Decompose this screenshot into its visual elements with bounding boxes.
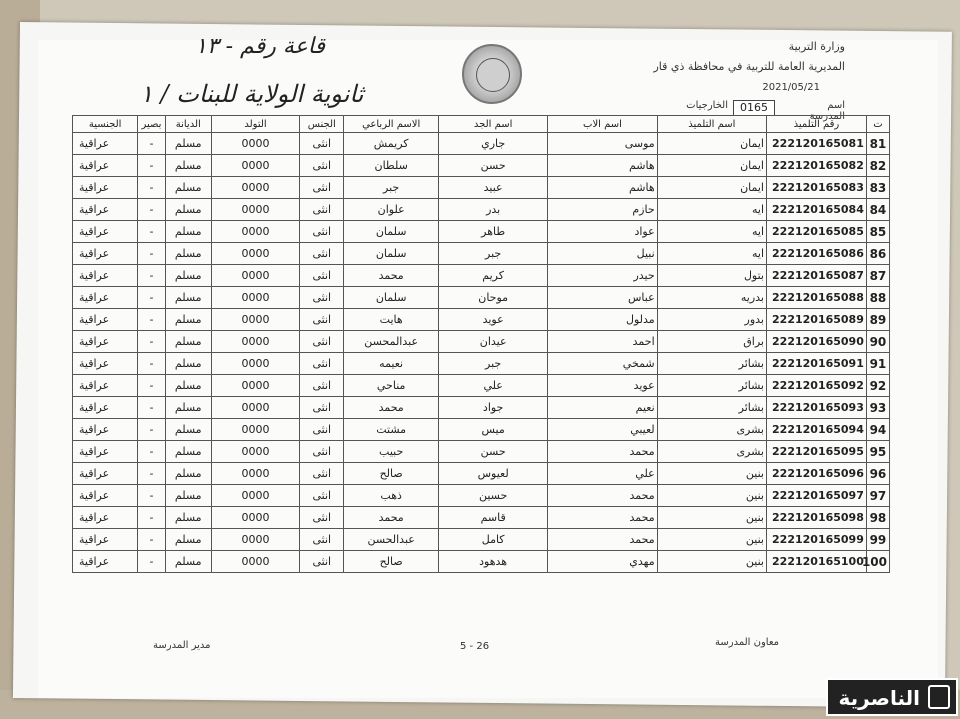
table-cell: مسلم: [165, 507, 211, 529]
table-cell: 0000: [211, 243, 299, 265]
table-cell: 0000: [211, 265, 299, 287]
table-cell: 222120165094: [767, 419, 867, 441]
table-cell: 0000: [211, 309, 299, 331]
table-cell: -: [138, 309, 165, 331]
column-header: بصير: [138, 116, 165, 133]
ministry-title: وزارة التربية: [788, 40, 845, 53]
table-cell: انثى: [300, 133, 344, 155]
table-cell: حسن: [438, 441, 547, 463]
table-cell: مسلم: [165, 529, 211, 551]
table-cell: محمد: [344, 397, 439, 419]
table-cell: عراقية: [73, 419, 138, 441]
table-row: [73, 133, 890, 155]
handwritten-hall-number: قاعة رقم - ١٣: [195, 34, 325, 59]
table-cell: 88: [866, 287, 889, 309]
school-name: الخارجيات: [686, 100, 728, 111]
watermark-logo: [826, 678, 958, 716]
table-cell: براق: [657, 331, 766, 353]
table-cell: -: [138, 133, 165, 155]
table-cell: 0000: [211, 287, 299, 309]
table-cell: عراقية: [73, 287, 138, 309]
table-cell: انثى: [300, 353, 344, 375]
table-cell: حسين: [438, 485, 547, 507]
table-cell: انثى: [300, 485, 344, 507]
table-cell: نعيمه: [344, 353, 439, 375]
table-cell: انثى: [300, 463, 344, 485]
assistant-signature-label: معاون المدرسة: [715, 637, 780, 648]
table-cell: 99: [866, 529, 889, 551]
table-cell: 222120165095: [767, 441, 867, 463]
table-cell: بنين: [657, 551, 766, 573]
table-cell: -: [138, 199, 165, 221]
table-cell: نبيل: [548, 243, 657, 265]
table-cell: -: [138, 441, 165, 463]
column-header: الاسم الرباعي: [344, 116, 439, 133]
table-cell: جبر: [438, 243, 547, 265]
table-cell: مسلم: [165, 133, 211, 155]
table-row: [73, 331, 890, 353]
table-cell: عراقية: [73, 265, 138, 287]
table-cell: نعيم: [548, 397, 657, 419]
table-cell: عويد: [438, 309, 547, 331]
table-cell: 222120165093: [767, 397, 867, 419]
table-cell: بنين: [657, 485, 766, 507]
table-cell: مسلم: [165, 419, 211, 441]
table-cell: علي: [438, 375, 547, 397]
table-cell: 222120165099: [767, 529, 867, 551]
table-cell: بنين: [657, 463, 766, 485]
table-cell: مسلم: [165, 375, 211, 397]
table-cell: ايه: [657, 199, 766, 221]
table-cell: مسلم: [165, 309, 211, 331]
table-cell: 98: [866, 507, 889, 529]
table-cell: ايه: [657, 221, 766, 243]
table-cell: ايمان: [657, 155, 766, 177]
table-cell: محمد: [344, 265, 439, 287]
column-header: التولد: [211, 116, 299, 133]
table-cell: 0000: [211, 419, 299, 441]
table-cell: علي: [548, 463, 657, 485]
table-cell: سلطان: [344, 155, 439, 177]
table-cell: 92: [866, 375, 889, 397]
table-cell: 95: [866, 441, 889, 463]
table-cell: جاري: [438, 133, 547, 155]
table-cell: مسلم: [165, 177, 211, 199]
column-header: ت: [866, 116, 889, 133]
table-cell: عراقية: [73, 463, 138, 485]
table-cell: جواد: [438, 397, 547, 419]
table-row: [73, 551, 890, 573]
table-cell: عراقية: [73, 133, 138, 155]
table-cell: -: [138, 463, 165, 485]
table-cell: عبيد: [438, 177, 547, 199]
table-cell: -: [138, 419, 165, 441]
table-cell: انثى: [300, 397, 344, 419]
page-number: 5 - 26: [460, 641, 490, 652]
table-cell: 81: [866, 133, 889, 155]
table-cell: انثى: [300, 177, 344, 199]
table-cell: بدريه: [657, 287, 766, 309]
table-cell: 93: [866, 397, 889, 419]
table-cell: محمد: [344, 507, 439, 529]
school-code-box: 0165: [733, 100, 775, 116]
table-cell: ايمان: [657, 133, 766, 155]
table-cell: 0000: [211, 177, 299, 199]
table-cell: سلمان: [344, 287, 439, 309]
table-cell: هدهود: [438, 551, 547, 573]
table-row: [73, 375, 890, 397]
table-cell: عراقية: [73, 551, 138, 573]
table-row: [73, 287, 890, 309]
table-cell: حبيب: [344, 441, 439, 463]
table-cell: انثى: [300, 221, 344, 243]
table-cell: هاشم: [548, 155, 657, 177]
table-cell: -: [138, 375, 165, 397]
column-header: اسم التلميذ: [657, 116, 766, 133]
table-cell: 222120165089: [767, 309, 867, 331]
table-row: [73, 529, 890, 551]
table-cell: 222120165092: [767, 375, 867, 397]
table-cell: -: [138, 221, 165, 243]
directorate-title: المديرية العامة للتربية في محافظة ذي قار: [653, 60, 845, 73]
table-cell: -: [138, 485, 165, 507]
table-cell: 84: [866, 199, 889, 221]
table-cell: 0000: [211, 133, 299, 155]
table-cell: 0000: [211, 375, 299, 397]
table-cell: مهدي: [548, 551, 657, 573]
logo-mark-icon: [928, 685, 950, 709]
table-cell: جبر: [438, 353, 547, 375]
table-cell: 94: [866, 419, 889, 441]
table-cell: مسلم: [165, 221, 211, 243]
table-cell: احمد: [548, 331, 657, 353]
table-row: [73, 397, 890, 419]
table-cell: مسلم: [165, 485, 211, 507]
table-cell: طاهر: [438, 221, 547, 243]
table-cell: -: [138, 507, 165, 529]
table-cell: -: [138, 397, 165, 419]
table-cell: 0000: [211, 155, 299, 177]
table-cell: 222120165100: [767, 551, 867, 573]
table-cell: بنين: [657, 507, 766, 529]
table-cell: 0000: [211, 353, 299, 375]
table-cell: عراقية: [73, 331, 138, 353]
table-cell: مشتت: [344, 419, 439, 441]
table-cell: كريمش: [344, 133, 439, 155]
table-cell: -: [138, 177, 165, 199]
table-cell: 89: [866, 309, 889, 331]
table-cell: محمد: [548, 485, 657, 507]
table-cell: محمد: [548, 441, 657, 463]
table-cell: 87: [866, 265, 889, 287]
table-cell: عبدالحسن: [344, 529, 439, 551]
table-cell: 0000: [211, 441, 299, 463]
table-cell: حازم: [548, 199, 657, 221]
table-cell: 222120165087: [767, 265, 867, 287]
table-cell: انثى: [300, 287, 344, 309]
table-cell: عراقية: [73, 529, 138, 551]
table-row: [73, 221, 890, 243]
table-row: [73, 419, 890, 441]
watermark-text: الناصرية: [838, 686, 920, 710]
table-cell: كريم: [438, 265, 547, 287]
table-cell: 222120165097: [767, 485, 867, 507]
table-cell: عراقية: [73, 485, 138, 507]
table-cell: مسلم: [165, 463, 211, 485]
table-cell: 222120165084: [767, 199, 867, 221]
table-cell: -: [138, 265, 165, 287]
table-cell: 100: [866, 551, 889, 573]
ministry-seal-icon: [462, 44, 522, 104]
table-cell: محمد: [548, 529, 657, 551]
table-cell: علوان: [344, 199, 439, 221]
table-cell: مسلم: [165, 155, 211, 177]
table-cell: -: [138, 529, 165, 551]
table-cell: 222120165091: [767, 353, 867, 375]
table-cell: عويد: [548, 375, 657, 397]
table-cell: انثى: [300, 331, 344, 353]
table-cell: انثى: [300, 551, 344, 573]
table-cell: صالح: [344, 551, 439, 573]
table-cell: 222120165085: [767, 221, 867, 243]
table-cell: 83: [866, 177, 889, 199]
table-cell: هاشم: [548, 177, 657, 199]
table-cell: انثى: [300, 507, 344, 529]
table-cell: مسلم: [165, 551, 211, 573]
table-row: [73, 309, 890, 331]
table-cell: 0000: [211, 485, 299, 507]
table-cell: -: [138, 353, 165, 375]
table-cell: عباس: [548, 287, 657, 309]
table-cell: 0000: [211, 529, 299, 551]
table-cell: ميس: [438, 419, 547, 441]
table-cell: عراقية: [73, 397, 138, 419]
table-cell: -: [138, 551, 165, 573]
table-cell: انثى: [300, 419, 344, 441]
students-table: [72, 115, 890, 573]
table-cell: 85: [866, 221, 889, 243]
table-cell: انثى: [300, 529, 344, 551]
table-cell: مسلم: [165, 287, 211, 309]
table-cell: 222120165088: [767, 287, 867, 309]
table-cell: هايت: [344, 309, 439, 331]
table-row: [73, 155, 890, 177]
table-row: [73, 243, 890, 265]
table-cell: 0000: [211, 199, 299, 221]
table-cell: لعيوس: [438, 463, 547, 485]
table-cell: 0000: [211, 331, 299, 353]
table-row: [73, 463, 890, 485]
table-cell: 222120165098: [767, 507, 867, 529]
table-row: [73, 177, 890, 199]
table-cell: -: [138, 243, 165, 265]
table-cell: عراقية: [73, 441, 138, 463]
table-cell: 0000: [211, 221, 299, 243]
table-cell: 82: [866, 155, 889, 177]
table-cell: مناحي: [344, 375, 439, 397]
column-header: الديانة: [165, 116, 211, 133]
document-date: 2021/05/21: [762, 82, 820, 93]
table-cell: انثى: [300, 375, 344, 397]
table-cell: انثى: [300, 199, 344, 221]
table-cell: مسلم: [165, 243, 211, 265]
table-cell: عراقية: [73, 177, 138, 199]
table-cell: 222120165090: [767, 331, 867, 353]
table-cell: 222120165083: [767, 177, 867, 199]
table-cell: بنين: [657, 529, 766, 551]
table-cell: بشرى: [657, 441, 766, 463]
table-cell: لعيبي: [548, 419, 657, 441]
table-cell: محمد: [548, 507, 657, 529]
column-header: اسم الجد: [438, 116, 547, 133]
table-cell: 0000: [211, 397, 299, 419]
table-cell: سلمان: [344, 221, 439, 243]
table-row: [73, 265, 890, 287]
director-signature-label: مدير المدرسة: [153, 640, 211, 651]
table-cell: حسن: [438, 155, 547, 177]
table-cell: بشرى: [657, 419, 766, 441]
table-cell: مسلم: [165, 265, 211, 287]
table-row: [73, 199, 890, 221]
table-header-row: [73, 116, 890, 133]
table-cell: انثى: [300, 155, 344, 177]
table-cell: موحان: [438, 287, 547, 309]
table-cell: عراقية: [73, 353, 138, 375]
table-row: [73, 485, 890, 507]
table-cell: عراقية: [73, 199, 138, 221]
table-cell: بشائر: [657, 353, 766, 375]
column-header: رقم التلميذ: [767, 116, 867, 133]
column-header: اسم الاب: [548, 116, 657, 133]
table-cell: انثى: [300, 243, 344, 265]
handwritten-school-name: ثانوية الولاية للبنات / ١: [140, 80, 364, 108]
table-cell: كامل: [438, 529, 547, 551]
table-cell: انثى: [300, 309, 344, 331]
table-cell: 0000: [211, 463, 299, 485]
column-header: الجنس: [300, 116, 344, 133]
table-cell: ايه: [657, 243, 766, 265]
table-cell: عراقية: [73, 375, 138, 397]
school-label: اسم المدرسة: [809, 100, 845, 122]
table-cell: ايمان: [657, 177, 766, 199]
table-cell: ذهب: [344, 485, 439, 507]
table-cell: عراقية: [73, 243, 138, 265]
table-cell: 222120165081: [767, 133, 867, 155]
table-cell: 97: [866, 485, 889, 507]
table-cell: مسلم: [165, 331, 211, 353]
table-cell: بدر: [438, 199, 547, 221]
table-cell: عراقية: [73, 221, 138, 243]
table-cell: بتول: [657, 265, 766, 287]
table-cell: بشائر: [657, 397, 766, 419]
table-cell: 222120165086: [767, 243, 867, 265]
table-cell: 96: [866, 463, 889, 485]
table-cell: انثى: [300, 265, 344, 287]
table-cell: شمخي: [548, 353, 657, 375]
table-cell: مسلم: [165, 441, 211, 463]
table-cell: صالح: [344, 463, 439, 485]
table-cell: عيدان: [438, 331, 547, 353]
table-cell: بشائر: [657, 375, 766, 397]
table-cell: عواد: [548, 221, 657, 243]
table-cell: عبدالمحسن: [344, 331, 439, 353]
table-cell: قاسم: [438, 507, 547, 529]
table-cell: عراقية: [73, 155, 138, 177]
table-cell: انثى: [300, 441, 344, 463]
table-cell: موسى: [548, 133, 657, 155]
table-cell: مدلول: [548, 309, 657, 331]
table-cell: -: [138, 155, 165, 177]
table-row: [73, 507, 890, 529]
table-cell: مسلم: [165, 397, 211, 419]
table-cell: 91: [866, 353, 889, 375]
table-cell: 222120165082: [767, 155, 867, 177]
table-row: [73, 353, 890, 375]
table-row: [73, 441, 890, 463]
table-cell: 86: [866, 243, 889, 265]
table-cell: 90: [866, 331, 889, 353]
column-header: الجنسية: [73, 116, 138, 133]
table-cell: 0000: [211, 551, 299, 573]
table-cell: مسلم: [165, 199, 211, 221]
table-cell: عراقية: [73, 507, 138, 529]
table-cell: 222120165096: [767, 463, 867, 485]
table-cell: بدور: [657, 309, 766, 331]
table-cell: مسلم: [165, 353, 211, 375]
table-cell: جبر: [344, 177, 439, 199]
table-cell: عراقية: [73, 309, 138, 331]
table-cell: -: [138, 331, 165, 353]
table-cell: -: [138, 287, 165, 309]
table-cell: حيدر: [548, 265, 657, 287]
table-cell: سلمان: [344, 243, 439, 265]
table-cell: 0000: [211, 507, 299, 529]
